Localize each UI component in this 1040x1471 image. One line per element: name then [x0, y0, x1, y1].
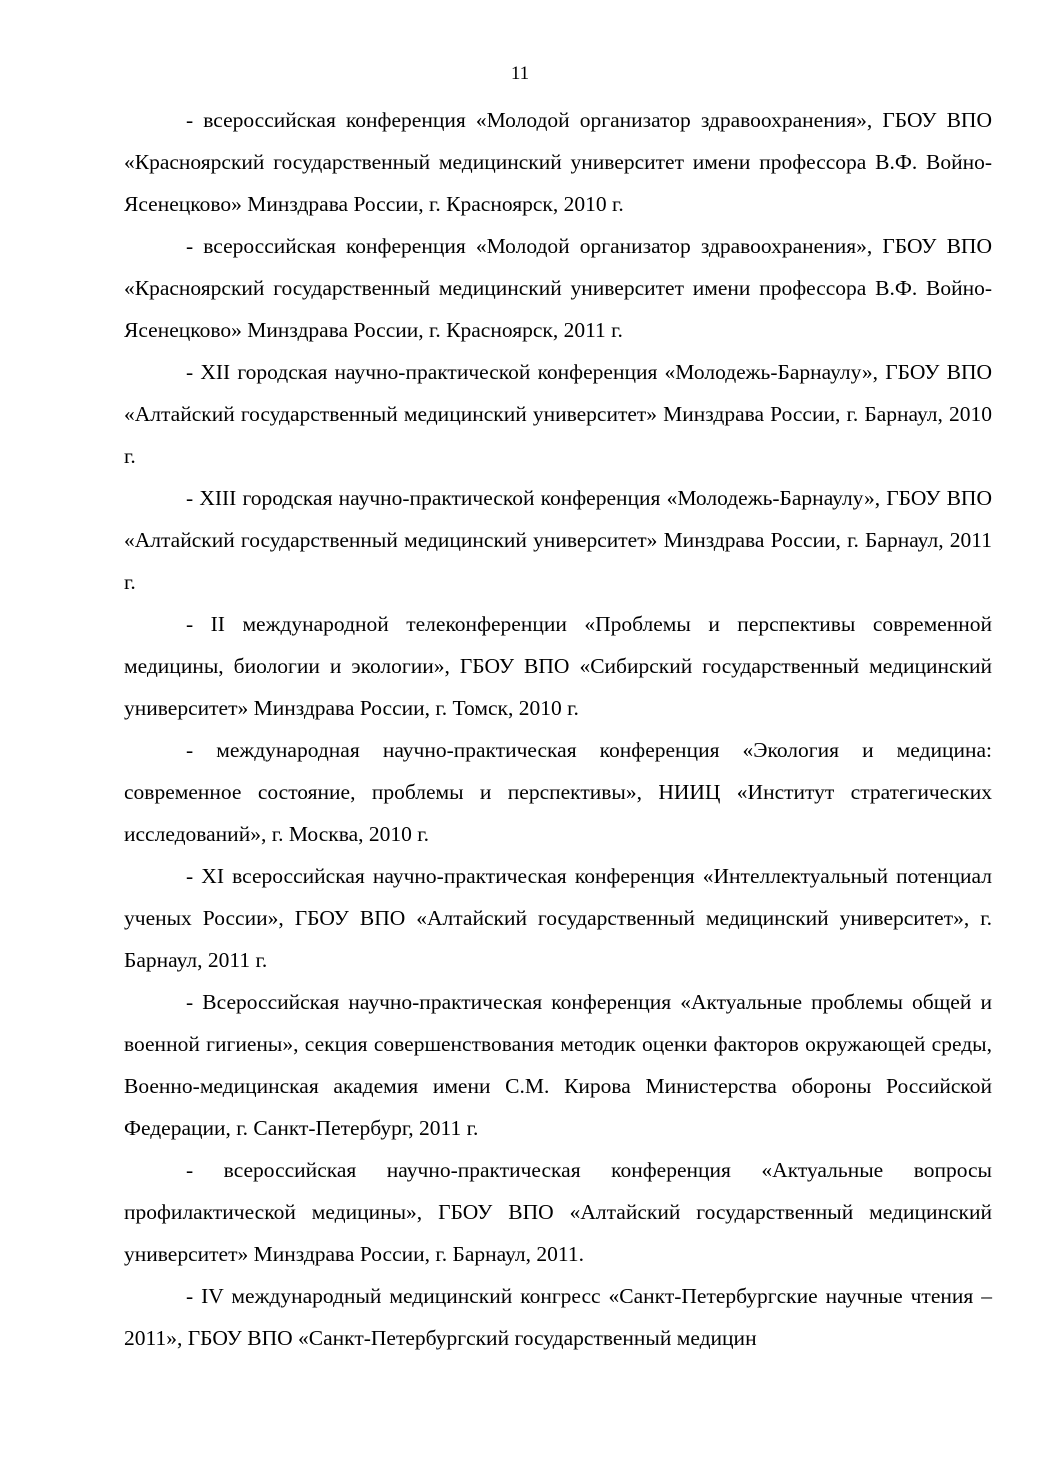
conference-entry-10: - IV международный медицинский конгресс «Санкт-Петербургские научные чтения – 2011», ГБОУ ВПО «Санкт-Петербургский государственный медицин: [124, 1284, 992, 1350]
conference-entry-2: - всероссийская конференция «Молодой организатор здравоохранения», ГБОУ ВПО «Красноярский государственный медицинский университет имени профессора В.Ф. Войно-Ясенецково» Минздрава России, г. Красноярск, 2011 г.: [124, 234, 992, 342]
conference-entry-5: - II международной телеконференции «Проблемы и перспективы современной медицины, биологии и экологии», ГБОУ ВПО «Сибирский государственный медицинский университет» Минздрава России, г. Томск, 2010 г.: [124, 612, 992, 720]
conference-entry-8: - Всероссийская научно-практическая конференция «Актуальные проблемы общей и военной гигиены», секция совершенствования методик оценки факторов окружающей среды, Военно-медицинская академия имени С.М. Кирова Министерства обороны Российской Федерации, г. Санкт-Петербург, 2011 г.: [124, 990, 992, 1140]
page-number: 11: [510, 63, 530, 84]
conference-entry-6: - международная научно-практическая конференция «Экология и медицина: современное состояние, проблемы и перспективы», НИИЦ «Институт стратегических исследований», г. Москва, 2010 г.: [124, 738, 992, 846]
conference-entry-3: - XII городская научно-практической конференция «Молодежь-Барнаулу», ГБОУ ВПО «Алтайский государственный медицинский университет» Минздрава России, г. Барнаул, 2010 г.: [124, 360, 992, 468]
conference-entry-9: - всероссийская научно-практическая конференция «Актуальные вопросы профилактической медицины», ГБОУ ВПО «Алтайский государственный медицинский университет» Минздрава России, г. Барнаул, 2011.: [124, 1158, 992, 1266]
conference-entry-1: - всероссийская конференция «Молодой организатор здравоохранения», ГБОУ ВПО «Красноярский государственный медицинский университет имени профессора В.Ф. Войно-Ясенецково» Минздрава России, г. Красноярск, 2010 г.: [124, 108, 992, 216]
conference-list: [124, 99, 992, 1359]
conference-entry-7: - XI всероссийская научно-практическая конференция «Интеллектуальный потенциал ученых России», ГБОУ ВПО «Алтайский государственный медицинский университет», г. Барнаул, 2011 г.: [124, 864, 992, 972]
conference-entry-4: - XIII городская научно-практической конференция «Молодежь-Барнаулу», ГБОУ ВПО «Алтайский государственный медицинский университет» Минздрава России, г. Барнаул, 2011 г.: [124, 486, 992, 594]
